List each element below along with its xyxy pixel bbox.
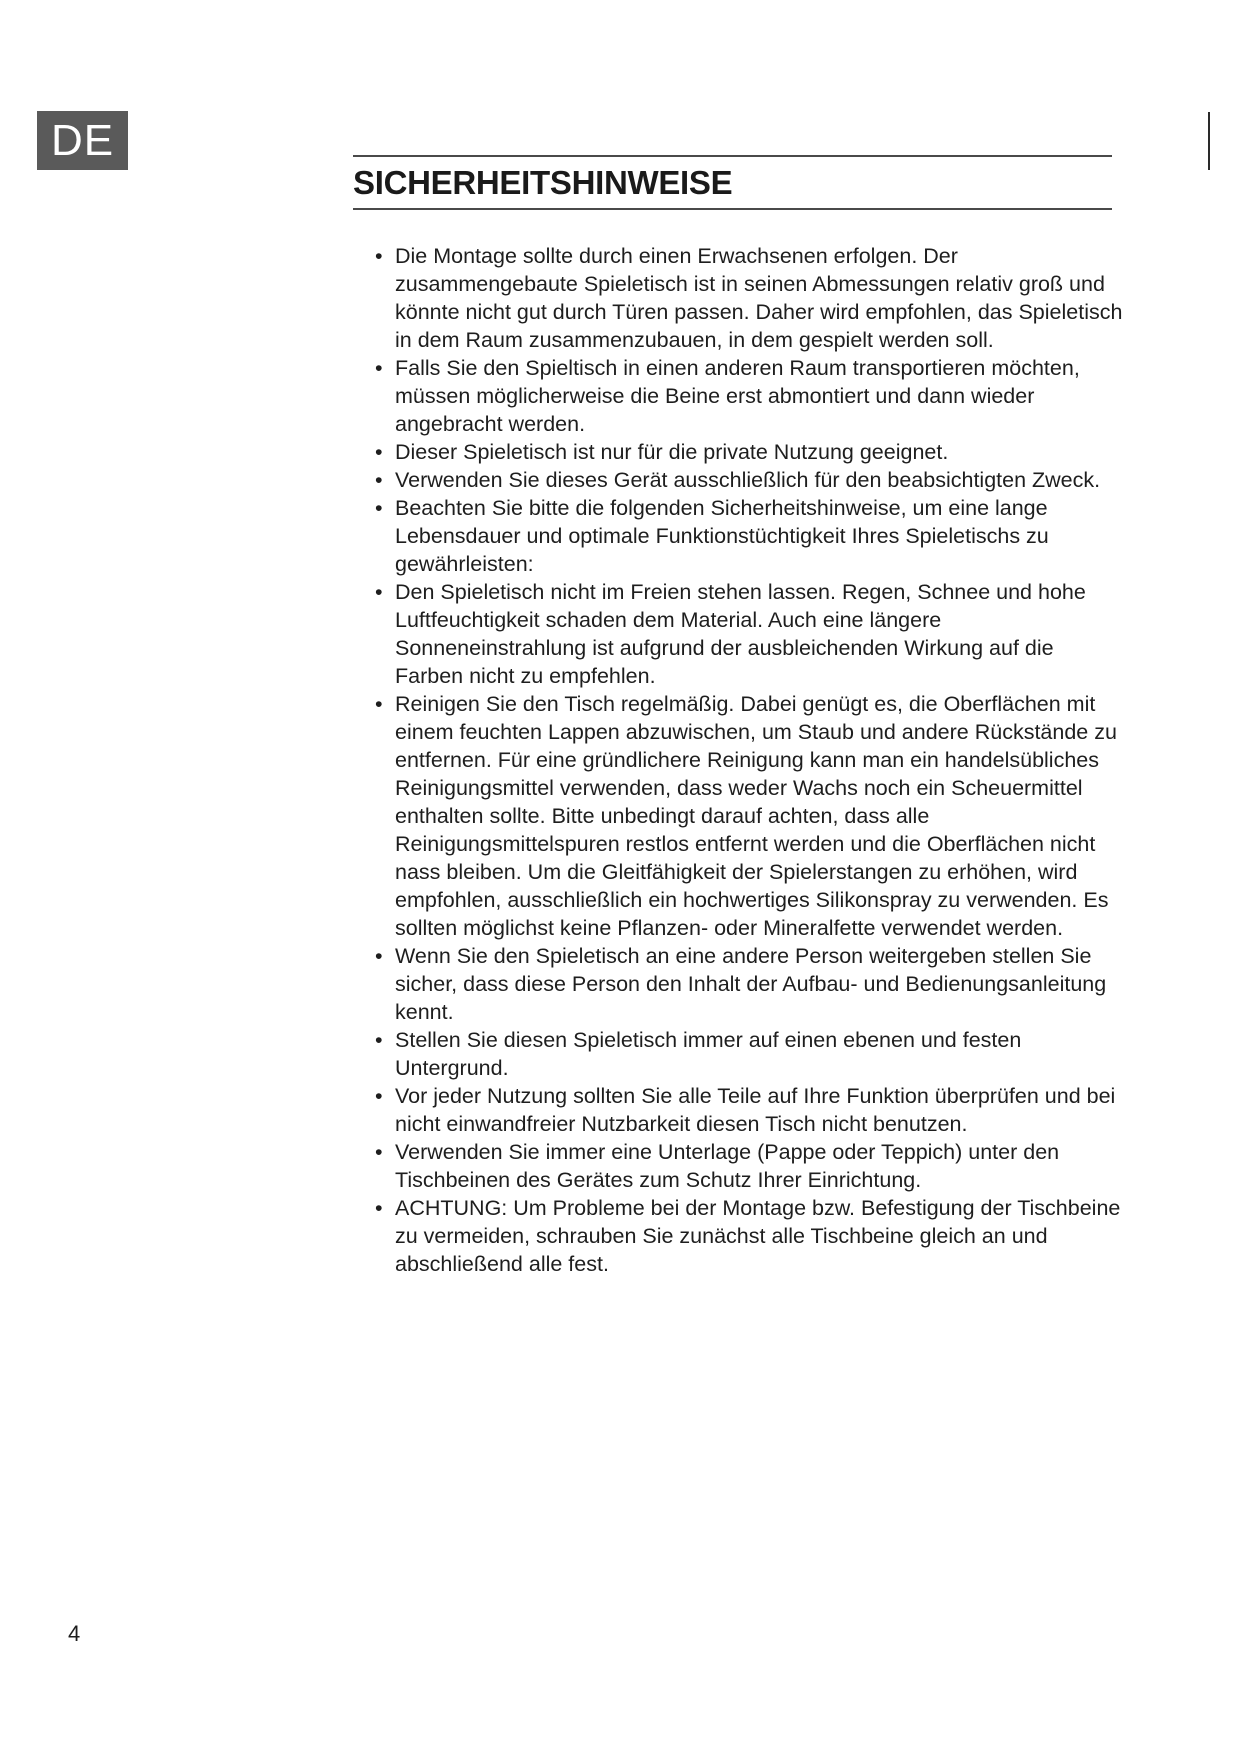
heading-rule-bottom [353, 208, 1112, 210]
list-item [353, 1138, 1123, 1194]
list-item-text: ACHTUNG: Um Probleme bei der Montage bzw. Befestigung der Tischbeine zu vermeiden, schrauben Sie zunächst alle Tischbeine gleich an und abschließend alle fest. [395, 1196, 1121, 1276]
list-item [353, 578, 1123, 690]
list-item [353, 466, 1123, 494]
list-item [353, 942, 1123, 1026]
list-item-text: Reinigen Sie den Tisch regelmäßig. Dabei genügt es, die Oberflächen mit einem feuchten Lappen abzuwischen, um Staub und andere Rückstände zu entfernen. Für eine gründlichere Reinigung kann man ein handelsübliches Reinigungsmittel verwenden, dass weder Wachs noch ein Scheuermittel enthalten sollte. Bitte unbedingt darauf achten, dass alle Reinigungsmittelspuren restlos entfernt werden und die Oberflächen nicht nass bleiben. Um die Gleitfähigkeit der Spielerstangen zu erhöhen, wird empfohlen, ausschließlich ein hochwertiges Silikonspray zu verwenden. Es sollten möglichst keine Pflanzen- oder Mineralfette verwendet werden. [395, 692, 1117, 940]
list-item-text: Verwenden Sie immer eine Unterlage (Pappe oder Teppich) unter den Tischbeinen des Gerätes zum Schutz Ihrer Einrichtung. [395, 1140, 1060, 1192]
list-item [353, 1082, 1123, 1138]
list-item-text: Den Spieletisch nicht im Freien stehen lassen. Regen, Schnee und hohe Luftfeuchtigkeit schaden dem Material. Auch eine längere Sonneneinstrahlung ist aufgrund der ausbleichenden Wirkung auf die Farben nicht zu empfehlen. [395, 580, 1086, 688]
list-item-text: Die Montage sollte durch einen Erwachsenen erfolgen. Der zusammengebaute Spieletisch ist in seinen Abmessungen relativ groß und könnte nicht gut durch Türen passen. Daher wird empfohlen, das Spieletisch in dem Raum zusammenzubauen, in dem gespielt werden soll. [395, 244, 1123, 352]
list-item [353, 242, 1123, 354]
list-item [353, 354, 1123, 438]
bullet-icon: • [375, 356, 383, 380]
bullet-icon: • [375, 1084, 383, 1108]
bullet-icon: • [375, 468, 383, 492]
bullet-icon: • [375, 1140, 383, 1164]
list-item-text: Stellen Sie diesen Spieletisch immer auf einen ebenen und festen Untergrund. [395, 1028, 1022, 1080]
page-number: 4 [68, 1621, 81, 1646]
bullet-icon: • [375, 1028, 383, 1052]
list-item [353, 438, 1123, 466]
bullet-icon: • [375, 580, 383, 604]
bullet-icon: • [375, 496, 383, 520]
bullet-icon: • [375, 692, 383, 716]
bullet-icon: • [375, 1196, 383, 1220]
list-item-text: Vor jeder Nutzung sollten Sie alle Teile auf Ihre Funktion überprüfen und bei nicht einwandfreier Nutzbarkeit diesen Tisch nicht benutzen. [395, 1084, 1116, 1136]
heading-rule-top [353, 155, 1112, 157]
bullet-icon: • [375, 440, 383, 464]
list-item-text: Falls Sie den Spieltisch in einen anderen Raum transportieren möchten, müssen möglicherweise die Beine erst abmontiert und dann wieder angebracht werden. [395, 356, 1080, 436]
section-title: SICHERHEITSHINWEISE [353, 164, 733, 201]
list-item [353, 690, 1123, 942]
language-badge: DE [37, 111, 128, 170]
list-item-text: Beachten Sie bitte die folgenden Sicherheitshinweise, um eine lange Lebensdauer und optimale Funktionstüchtigkeit Ihres Spieletischs zu gewährleisten: [395, 496, 1049, 576]
list-item-text: Verwenden Sie dieses Gerät ausschließlich für den beabsichtigten Zweck. [395, 468, 1101, 492]
list-item [353, 494, 1123, 578]
list-item [353, 1026, 1123, 1082]
safety-instructions-list [353, 242, 1123, 1278]
bullet-icon: • [375, 944, 383, 968]
bullet-icon: • [375, 244, 383, 268]
list-item-text: Wenn Sie den Spieletisch an eine andere Person weitergeben stellen Sie sicher, dass diese Person den Inhalt der Aufbau- und Bedienungsanleitung kennt. [395, 944, 1107, 1024]
page-edge-marker [1208, 112, 1210, 170]
list-item-text: Dieser Spieletisch ist nur für die private Nutzung geeignet. [395, 440, 949, 464]
list-item [353, 1194, 1123, 1278]
